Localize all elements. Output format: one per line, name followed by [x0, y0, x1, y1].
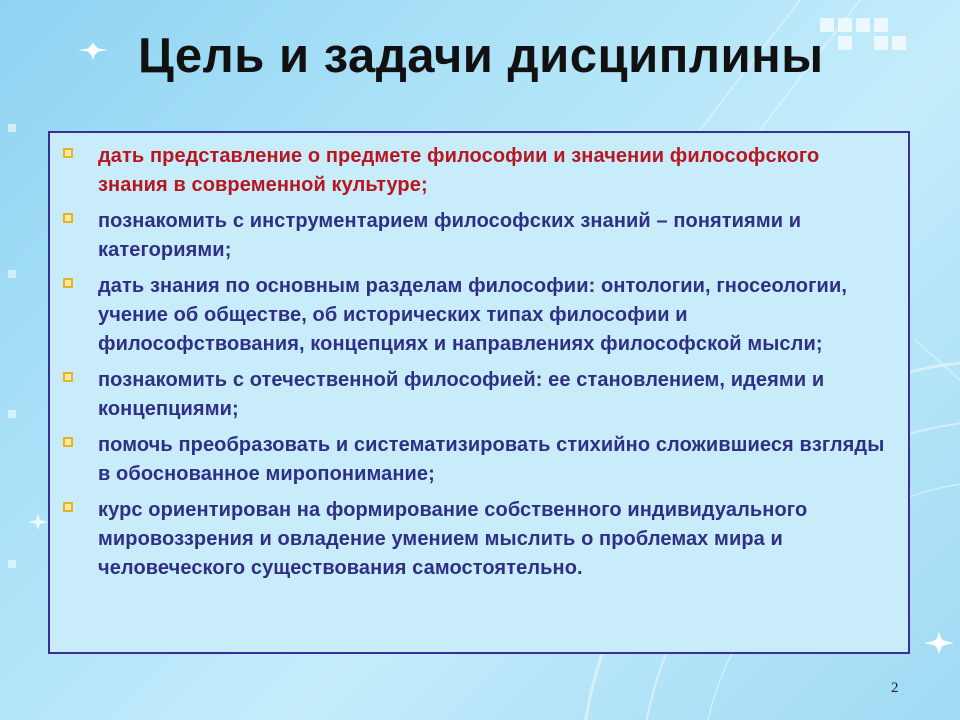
square-bullet-icon — [63, 213, 73, 223]
list-item — [50, 431, 888, 489]
list-item — [50, 142, 888, 200]
list-item-text: дать представление о предмете философии и значении философского знания в современной культуре; — [98, 145, 820, 196]
page-number: 2 — [891, 680, 899, 696]
square-bullet-icon — [63, 278, 73, 288]
list-item — [50, 207, 888, 265]
list-item-text: познакомить с отечественной философией: ее становлением, идеями и концепциями; — [98, 369, 825, 420]
list-item — [50, 496, 888, 583]
objectives-list — [50, 133, 908, 583]
square-bullet-icon — [63, 502, 73, 512]
list-item-text: дать знания по основным разделам философии: онтологии, гносеологии, учение об обществе, об исторических типах философии и философствования, концепциях и направлениях философской мысли; — [98, 275, 848, 355]
list-item — [50, 272, 888, 359]
content-box — [48, 131, 910, 654]
list-item-text: познакомить с инструментарием философских знаний – понятиями и категориями; — [98, 210, 802, 261]
square-bullet-icon — [63, 148, 73, 158]
slide-title: Цель и задачи дисциплины — [138, 29, 824, 83]
list-item — [50, 366, 888, 424]
list-item-text: курс ориентирован на формирование собственного индивидуального мировоззрения и овладение умением мыслить о проблемах мира и человеческого существования самостоятельно. — [98, 499, 808, 579]
square-bullet-icon — [63, 372, 73, 382]
list-item-text: помочь преобразовать и систематизировать стихийно сложившиеся взгляды в обоснованное миропонимание; — [98, 434, 885, 485]
square-bullet-icon — [63, 437, 73, 447]
